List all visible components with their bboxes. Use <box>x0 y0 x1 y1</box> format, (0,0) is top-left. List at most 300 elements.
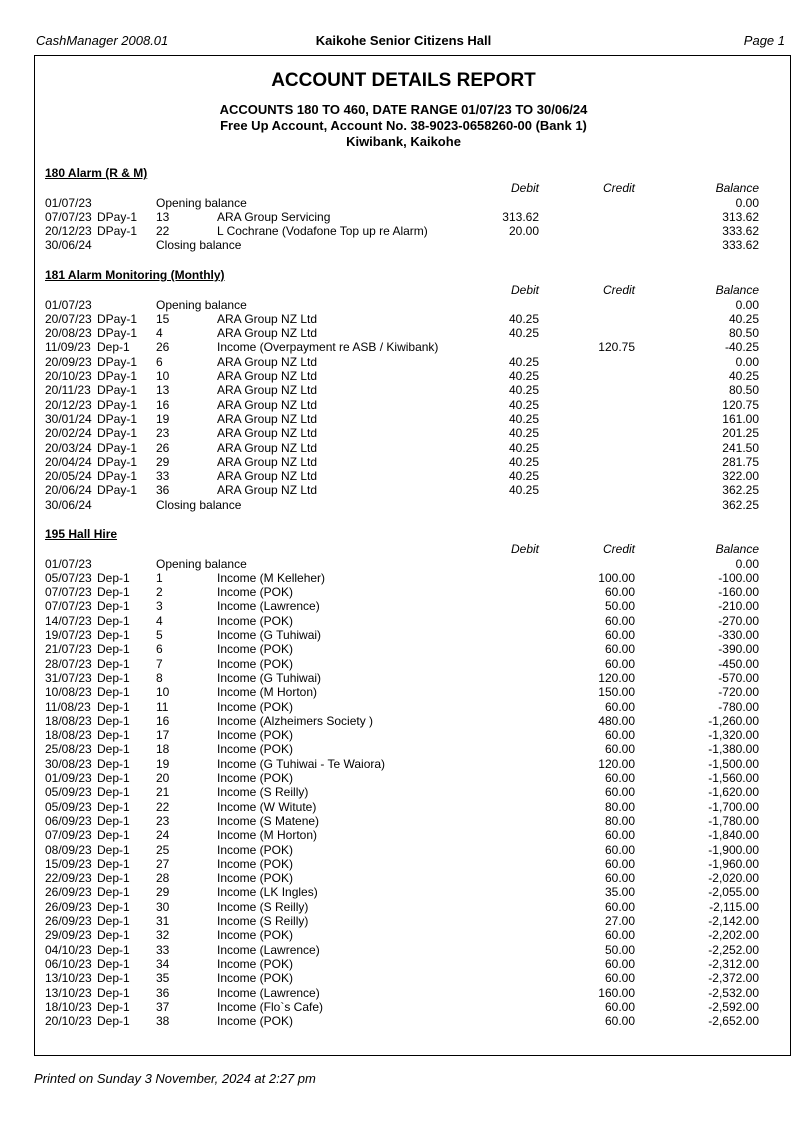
page-number: Page 1 <box>743 33 785 48</box>
row-ref: 10 <box>156 685 170 700</box>
table-row <box>0 210 807 224</box>
row-description: Income (POK) <box>217 771 294 785</box>
row-ref: 35 <box>156 971 170 986</box>
row-date: 05/09/23 <box>45 785 92 800</box>
row-ref: 32 <box>156 928 170 943</box>
row-description: ARA Group NZ Ltd <box>217 369 318 383</box>
row-balance: 161.00 <box>722 411 759 426</box>
row-type: Dep-1 <box>97 956 130 971</box>
row-label: Opening balance <box>156 195 247 210</box>
row-date: 18/08/23 <box>45 728 92 743</box>
row-type: DPay-1 <box>97 311 138 326</box>
table-row <box>0 369 807 383</box>
row-type: DPay-1 <box>97 224 138 239</box>
row-debit: 40.25 <box>508 369 539 383</box>
row-description: Income (G Tuhiwai) <box>217 628 322 642</box>
row-ref: 27 <box>156 856 170 871</box>
row-type: Dep-1 <box>97 985 130 1000</box>
row-balance: -1,900.00 <box>708 842 759 857</box>
table-row <box>0 800 807 814</box>
row-credit: 60.00 <box>604 642 635 657</box>
row-ref: 24 <box>156 828 170 843</box>
row-description: ARA Group NZ Ltd <box>217 397 318 412</box>
row-balance: -1,260.00 <box>708 713 759 728</box>
row-ref: 15 <box>156 311 170 326</box>
row-debit: 40.25 <box>508 397 539 412</box>
table-row <box>0 599 807 613</box>
row-balance: -2,532.00 <box>708 985 759 1000</box>
row-ref: 23 <box>156 426 170 441</box>
row-label: Closing balance <box>156 497 242 512</box>
row-description: Income (POK) <box>217 656 294 671</box>
row-date: 18/08/23 <box>45 713 92 728</box>
row-ref: 16 <box>156 397 170 412</box>
row-type: DPay-1 <box>97 483 138 498</box>
row-date: 31/07/23 <box>45 670 92 685</box>
row-type: Dep-1 <box>97 570 130 585</box>
row-type: DPay-1 <box>97 440 138 455</box>
row-description: Income (M Horton) <box>217 685 318 700</box>
row-credit: 150.00 <box>598 685 635 700</box>
row-debit: 40.25 <box>508 469 539 484</box>
row-balance: -450.00 <box>718 656 759 671</box>
row-ref: 25 <box>156 842 170 857</box>
row-ref: 17 <box>156 728 170 743</box>
row-balance: 40.25 <box>728 369 759 383</box>
row-balance: -40.25 <box>724 340 759 355</box>
row-date: 20/03/24 <box>45 440 92 455</box>
table-row <box>0 857 807 871</box>
row-balance: -160.00 <box>718 585 759 600</box>
row-balance: -1,700.00 <box>708 799 759 814</box>
table-row <box>0 943 807 957</box>
table-row <box>0 642 807 656</box>
row-balance: -100.00 <box>718 570 759 585</box>
opening-balance-row <box>0 298 807 312</box>
row-label: Closing balance <box>156 238 242 253</box>
row-date: 08/09/23 <box>45 842 92 857</box>
table-row <box>0 614 807 628</box>
table-row <box>0 585 807 599</box>
row-debit: 40.25 <box>508 483 539 498</box>
row-credit: 60.00 <box>604 971 635 986</box>
row-type: Dep-1 <box>97 914 130 928</box>
row-type: DPay-1 <box>97 326 138 341</box>
opening-balance-row <box>0 557 807 571</box>
row-balance: -2,592.00 <box>708 999 759 1014</box>
row-balance: -1,780.00 <box>708 813 759 828</box>
table-row <box>0 714 807 728</box>
row-type: Dep-1 <box>97 942 130 957</box>
row-credit: 60.00 <box>604 613 635 628</box>
row-balance: 322.00 <box>722 469 759 484</box>
row-balance: 313.62 <box>722 209 759 224</box>
row-type: Dep-1 <box>97 742 130 757</box>
table-row <box>0 728 807 742</box>
row-type: Dep-1 <box>97 728 130 743</box>
table-row <box>0 671 807 685</box>
row-ref: 26 <box>156 440 170 455</box>
row-type: DPay-1 <box>97 411 138 426</box>
row-date: 05/09/23 <box>45 799 92 814</box>
report-subtitle-bank: Kiwibank, Kaikohe <box>346 134 461 149</box>
row-description: Income (G Tuhiwai - Te Waiora) <box>217 756 386 771</box>
row-date: 07/07/23 <box>45 209 92 224</box>
row-description: Income (Overpayment re ASB / Kiwibank) <box>217 340 439 355</box>
row-balance: -2,020.00 <box>708 871 759 886</box>
row-date: 11/08/23 <box>45 699 91 714</box>
row-type: DPay-1 <box>97 426 138 441</box>
row-debit: 40.25 <box>508 354 539 369</box>
row-description: Income (POK) <box>217 856 294 871</box>
row-type: Dep-1 <box>97 656 130 671</box>
row-credit: 60.00 <box>604 899 635 914</box>
table-row <box>0 885 807 899</box>
row-credit: 35.00 <box>604 885 635 900</box>
row-description: Income (S Reilly) <box>217 785 309 800</box>
row-balance: -1,960.00 <box>708 856 759 871</box>
closing-balance-row <box>0 498 807 512</box>
row-description: ARA Group NZ Ltd <box>217 426 318 441</box>
row-balance: 333.62 <box>722 238 759 253</box>
report-subtitle-account: Free Up Account, Account No. 38-9023-0658260-00 (Bank 1) <box>220 118 587 133</box>
row-date: 20/05/24 <box>45 469 92 484</box>
row-ref: 22 <box>156 799 170 814</box>
row-ref: 36 <box>156 985 170 1000</box>
row-ref: 34 <box>156 956 170 971</box>
table-row <box>0 771 807 785</box>
row-ref: 28 <box>156 871 170 886</box>
row-description: Income (POK) <box>217 613 294 628</box>
row-date: 20/11/23 <box>45 383 91 398</box>
table-row <box>0 326 807 340</box>
row-credit: 60.00 <box>604 871 635 886</box>
row-type: Dep-1 <box>97 756 130 771</box>
row-credit: 120.75 <box>598 340 635 355</box>
row-credit: 50.00 <box>604 599 635 614</box>
row-type: Dep-1 <box>97 971 130 986</box>
row-ref: 29 <box>156 885 170 900</box>
row-description: ARA Group NZ Ltd <box>217 326 318 341</box>
row-balance: -2,115.00 <box>709 899 759 914</box>
column-header-credit: Credit <box>602 542 635 556</box>
row-credit: 60.00 <box>604 699 635 714</box>
row-date: 15/09/23 <box>45 856 92 871</box>
table-row <box>0 871 807 885</box>
row-balance: -570.00 <box>718 670 759 685</box>
row-balance: -780.00 <box>718 699 759 714</box>
row-description: Income (S Reilly) <box>217 899 309 914</box>
organisation-name: Kaikohe Senior Citizens Hall <box>315 33 492 48</box>
row-credit: 27.00 <box>604 914 635 928</box>
row-date: 05/07/23 <box>45 570 92 585</box>
row-ref: 6 <box>156 354 163 369</box>
row-description: Income (Lawrence) <box>217 599 320 614</box>
row-balance: -2,055.00 <box>708 885 759 900</box>
row-credit: 60.00 <box>604 728 635 743</box>
row-balance: 333.62 <box>722 224 759 239</box>
table-row <box>0 1000 807 1014</box>
row-date: 25/08/23 <box>45 742 92 757</box>
row-balance: -1,560.00 <box>708 771 759 785</box>
row-ref: 16 <box>156 713 170 728</box>
table-row <box>0 469 807 483</box>
row-credit: 480.00 <box>598 713 635 728</box>
row-balance: -1,620.00 <box>708 785 759 800</box>
row-credit: 60.00 <box>604 856 635 871</box>
row-ref: 1 <box>156 570 163 585</box>
row-balance: 80.50 <box>728 383 759 398</box>
row-date: 18/10/23 <box>45 999 92 1014</box>
row-ref: 23 <box>156 813 170 828</box>
row-date: 26/09/23 <box>45 914 92 928</box>
row-type: Dep-1 <box>97 699 130 714</box>
row-credit: 120.00 <box>598 670 635 685</box>
row-type: Dep-1 <box>97 899 130 914</box>
row-type: Dep-1 <box>97 856 130 871</box>
table-row <box>0 828 807 842</box>
column-header-debit: Debit <box>510 283 539 297</box>
row-balance: -2,372.00 <box>708 971 759 986</box>
report-title: ACCOUNT DETAILS REPORT <box>271 70 536 91</box>
row-description: ARA Group NZ Ltd <box>217 383 318 398</box>
row-type: Dep-1 <box>97 599 130 614</box>
row-description: ARA Group NZ Ltd <box>217 454 318 469</box>
row-credit: 80.00 <box>604 799 635 814</box>
row-ref: 30 <box>156 899 170 914</box>
row-date: 01/09/23 <box>45 771 92 785</box>
row-balance: 362.25 <box>722 497 759 512</box>
table-row <box>0 312 807 326</box>
row-date: 01/07/23 <box>45 297 92 312</box>
table-row <box>0 483 807 497</box>
row-label: Opening balance <box>156 297 247 312</box>
row-date: 22/09/23 <box>45 871 92 886</box>
row-credit: 60.00 <box>604 585 635 600</box>
row-description: Income (POK) <box>217 642 294 657</box>
table-row <box>0 685 807 699</box>
row-date: 30/06/24 <box>45 497 92 512</box>
row-ref: 8 <box>156 670 163 685</box>
section-title: 181 Alarm Monitoring (Monthly) <box>45 268 225 282</box>
row-type: Dep-1 <box>97 613 130 628</box>
row-ref: 29 <box>156 454 170 469</box>
row-credit: 60.00 <box>604 842 635 857</box>
row-date: 29/09/23 <box>45 928 92 943</box>
row-ref: 26 <box>156 340 170 355</box>
row-description: Income (POK) <box>217 1014 294 1029</box>
row-description: Income (POK) <box>217 971 294 986</box>
row-credit: 60.00 <box>604 956 635 971</box>
table-row <box>0 340 807 354</box>
row-credit: 60.00 <box>604 656 635 671</box>
row-credit: 60.00 <box>604 999 635 1014</box>
row-debit: 40.25 <box>508 411 539 426</box>
printed-timestamp: Printed on Sunday 3 November, 2024 at 2:27 pm <box>34 1071 316 1086</box>
row-credit: 60.00 <box>604 1014 635 1029</box>
row-balance: 40.25 <box>728 311 759 326</box>
row-type: Dep-1 <box>97 799 130 814</box>
row-ref: 36 <box>156 483 170 498</box>
table-row <box>0 814 807 828</box>
row-ref: 3 <box>156 599 163 614</box>
row-balance: -2,312.00 <box>708 956 759 971</box>
row-type: Dep-1 <box>97 999 130 1014</box>
row-date: 20/12/23 <box>45 397 92 412</box>
row-type: Dep-1 <box>97 670 130 685</box>
row-date: 01/07/23 <box>45 556 92 571</box>
report-subtitle-range: ACCOUNTS 180 TO 460, DATE RANGE 01/07/23 TO 30/06/24 <box>219 102 588 117</box>
row-type: Dep-1 <box>97 628 130 642</box>
row-description: ARA Group Servicing <box>217 209 331 224</box>
row-date: 20/09/23 <box>45 354 92 369</box>
row-description: Income (POK) <box>217 699 294 714</box>
row-type: Dep-1 <box>97 871 130 886</box>
row-date: 10/08/23 <box>45 685 92 700</box>
row-ref: 13 <box>156 383 170 398</box>
row-ref: 7 <box>156 656 163 671</box>
row-type: Dep-1 <box>97 685 130 700</box>
table-row <box>0 571 807 585</box>
row-description: L Cochrane (Vodafone Top up re Alarm) <box>217 224 428 239</box>
row-balance: 362.25 <box>722 483 759 498</box>
row-type: Dep-1 <box>97 828 130 843</box>
row-debit: 20.00 <box>508 224 539 239</box>
column-header-debit: Debit <box>510 181 539 195</box>
row-description: Income (Lawrence) <box>217 942 320 957</box>
table-row <box>0 355 807 369</box>
row-description: Income (POK) <box>217 585 294 600</box>
row-ref: 18 <box>156 742 170 757</box>
row-type: Dep-1 <box>97 785 130 800</box>
row-description: Income (M Kelleher) <box>217 570 326 585</box>
row-credit: 120.00 <box>598 756 635 771</box>
row-ref: 19 <box>156 756 170 771</box>
row-balance: -2,652.00 <box>708 1014 759 1029</box>
row-description: ARA Group NZ Ltd <box>217 354 318 369</box>
row-type: DPay-1 <box>97 469 138 484</box>
row-type: DPay-1 <box>97 383 138 398</box>
row-balance: 120.75 <box>722 397 759 412</box>
row-ref: 10 <box>156 369 170 383</box>
row-debit: 313.62 <box>502 209 539 224</box>
table-row <box>0 383 807 397</box>
row-date: 06/10/23 <box>45 956 92 971</box>
row-credit: 50.00 <box>604 942 635 957</box>
table-row <box>0 398 807 412</box>
row-description: Income (M Horton) <box>217 828 318 843</box>
row-date: 20/12/23 <box>45 224 92 239</box>
row-debit: 40.25 <box>508 454 539 469</box>
row-ref: 22 <box>156 224 170 239</box>
row-debit: 40.25 <box>508 440 539 455</box>
row-balance: -1,500.00 <box>708 756 759 771</box>
row-balance: 241.50 <box>722 440 759 455</box>
row-description: Income (POK) <box>217 842 294 857</box>
row-type: DPay-1 <box>97 354 138 369</box>
row-description: ARA Group NZ Ltd <box>217 411 318 426</box>
row-balance: -1,840.00 <box>708 828 759 843</box>
row-description: ARA Group NZ Ltd <box>217 483 318 498</box>
table-row <box>0 914 807 928</box>
row-credit: 60.00 <box>604 785 635 800</box>
row-balance: -1,320.00 <box>708 728 759 743</box>
row-credit: 80.00 <box>604 813 635 828</box>
row-description: ARA Group NZ Ltd <box>217 311 318 326</box>
table-row <box>0 224 807 238</box>
row-description: Income (Flo`s Cafe) <box>217 999 324 1014</box>
row-ref: 4 <box>156 613 163 628</box>
row-ref: 2 <box>156 585 163 600</box>
table-row <box>0 1014 807 1028</box>
row-date: 04/10/23 <box>45 942 92 957</box>
row-date: 19/07/23 <box>45 628 92 642</box>
row-description: Income (W Witute) <box>217 799 317 814</box>
table-row <box>0 843 807 857</box>
row-type: Dep-1 <box>97 813 130 828</box>
row-credit: 60.00 <box>604 771 635 785</box>
row-ref: 31 <box>156 914 170 928</box>
row-balance: 201.25 <box>722 426 759 441</box>
table-row <box>0 928 807 942</box>
row-date: 13/10/23 <box>45 971 92 986</box>
row-balance: 0.00 <box>735 556 759 571</box>
row-type: Dep-1 <box>97 771 130 785</box>
row-debit: 40.25 <box>508 383 539 398</box>
row-debit: 40.25 <box>508 326 539 341</box>
row-description: Income (LK Ingles) <box>217 885 318 900</box>
table-row <box>0 971 807 985</box>
column-header-balance: Balance <box>715 181 759 195</box>
row-balance: -330.00 <box>718 628 759 642</box>
row-date: 26/09/23 <box>45 885 92 900</box>
row-balance: -2,202.00 <box>708 928 759 943</box>
column-header-debit: Debit <box>510 542 539 556</box>
row-description: Income (POK) <box>217 956 294 971</box>
row-description: Income (S Matene) <box>217 813 320 828</box>
row-balance: 0.00 <box>735 195 759 210</box>
row-balance: 80.50 <box>728 326 759 341</box>
row-date: 30/06/24 <box>45 238 92 253</box>
row-ref: 5 <box>156 628 163 642</box>
section-title: 195 Hall Hire <box>45 527 118 541</box>
row-ref: 11 <box>156 699 169 714</box>
row-credit: 100.00 <box>598 570 635 585</box>
row-date: 20/04/24 <box>45 454 92 469</box>
row-debit: 40.25 <box>508 426 539 441</box>
row-balance: -2,142.00 <box>708 914 759 928</box>
row-description: Income (S Reilly) <box>217 914 309 928</box>
row-date: 07/09/23 <box>45 828 92 843</box>
row-date: 01/07/23 <box>45 195 92 210</box>
row-ref: 21 <box>156 785 170 800</box>
row-date: 20/07/23 <box>45 311 92 326</box>
row-ref: 6 <box>156 642 163 657</box>
table-row <box>0 900 807 914</box>
app-version: CashManager 2008.01 <box>36 33 169 48</box>
row-date: 20/10/23 <box>45 1014 92 1029</box>
row-date: 30/01/24 <box>45 411 92 426</box>
row-type: DPay-1 <box>97 454 138 469</box>
closing-balance-row <box>0 238 807 252</box>
row-date: 20/08/23 <box>45 326 92 341</box>
row-balance: -1,380.00 <box>708 742 759 757</box>
row-type: Dep-1 <box>97 713 130 728</box>
row-date: 30/08/23 <box>45 756 92 771</box>
row-description: Income (POK) <box>217 742 294 757</box>
row-description: Income (Lawrence) <box>217 985 320 1000</box>
row-type: DPay-1 <box>97 209 138 224</box>
